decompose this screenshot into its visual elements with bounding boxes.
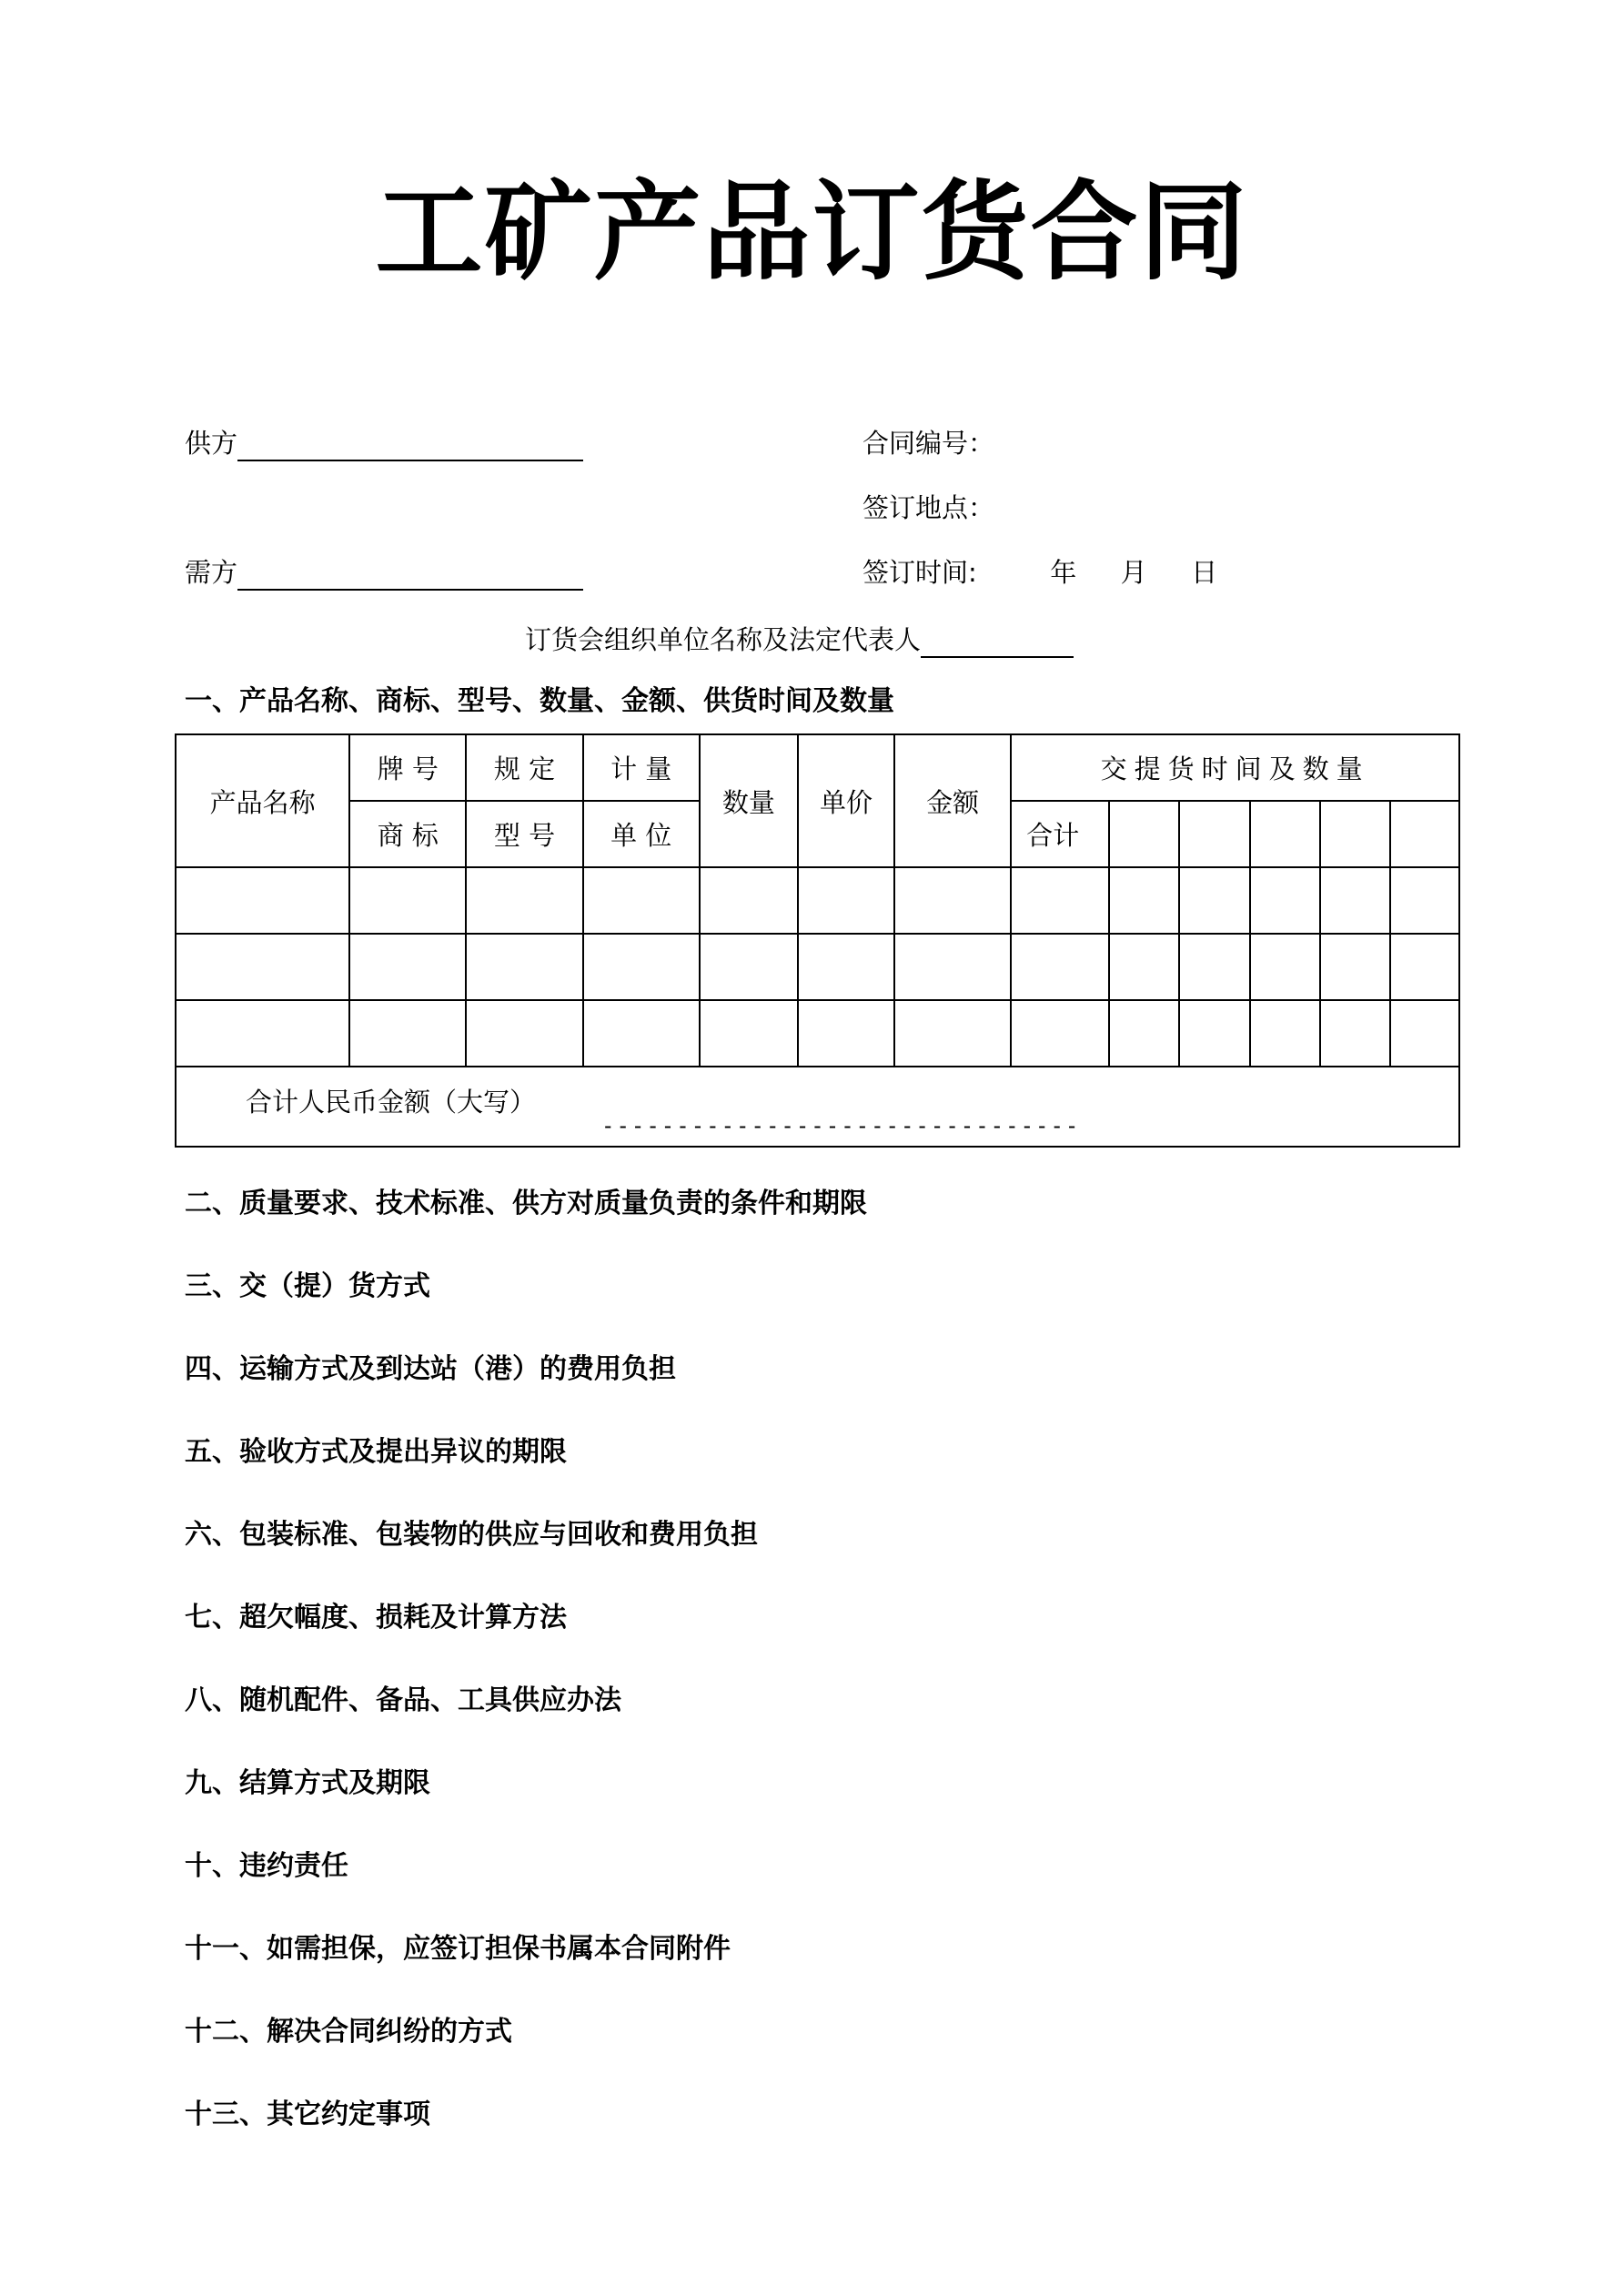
table-cell[interactable] [466, 867, 582, 934]
total-rmb-label: 合计人民币金额（大写） [246, 1087, 537, 1118]
section-heading: 八、随机配件、备品、工具供应办法 [185, 1684, 621, 1716]
section-heading: 十、违约责任 [185, 1850, 348, 1882]
col-amount: 金额 [894, 734, 1011, 867]
table-cell[interactable] [1320, 934, 1390, 1000]
table-row [176, 934, 1459, 1000]
section-heading: 五、验收方式及提出异议的期限 [185, 1436, 567, 1468]
sign-time-row [862, 554, 1217, 591]
section-heading: 三、交（提）货方式 [185, 1270, 430, 1302]
sign-place-row [862, 490, 994, 526]
order-table [175, 733, 1460, 1148]
table-cell[interactable] [1011, 867, 1109, 934]
section-heading: 四、运输方式及到达站（港）的费用负担 [185, 1353, 676, 1385]
table-cell[interactable] [1390, 1000, 1459, 1067]
table-cell[interactable] [894, 867, 1011, 934]
table-cell[interactable] [1011, 934, 1109, 1000]
col-spec-bottom: 型 号 [466, 801, 582, 867]
table-cell[interactable] [349, 934, 466, 1000]
table-row [176, 867, 1459, 934]
supplier-label: 供方 [185, 428, 238, 459]
col-unit-price: 单价 [798, 734, 894, 867]
sign-place-label: 签订地点： [862, 492, 995, 523]
table-cell[interactable] [1250, 867, 1320, 934]
table-cell[interactable] [894, 1000, 1011, 1067]
table-cell[interactable] [583, 1000, 700, 1067]
delivery-slot [1320, 801, 1390, 867]
table-cell[interactable] [176, 1000, 349, 1067]
section-heading: 二、质量要求、技术标准、供方对质量负责的条件和期限 [185, 1188, 867, 1219]
supplier-field[interactable] [237, 432, 583, 461]
organizer-row [525, 622, 1074, 658]
table-cell[interactable] [1011, 1000, 1109, 1067]
table-cell[interactable] [1320, 867, 1390, 934]
table-cell[interactable] [349, 867, 466, 934]
col-total: 合计 [1011, 801, 1109, 867]
table-cell[interactable] [349, 1000, 466, 1067]
table-cell[interactable] [466, 1000, 582, 1067]
section-heading: 十三、其它约定事项 [185, 2099, 430, 2130]
table-cell[interactable] [798, 867, 894, 934]
contract-no-row [862, 425, 994, 461]
table-cell[interactable] [583, 867, 700, 934]
table-cell[interactable] [1250, 934, 1320, 1000]
table-cell[interactable] [798, 1000, 894, 1067]
supplier-row [185, 425, 583, 461]
table-cell[interactable] [1320, 1000, 1390, 1067]
table-header-row [176, 734, 1459, 801]
table-cell[interactable] [466, 934, 582, 1000]
table-cell[interactable] [700, 934, 798, 1000]
month-label: 月 [1120, 557, 1147, 588]
table-cell[interactable] [583, 934, 700, 1000]
col-unit-top: 计 量 [583, 734, 700, 801]
col-brand-bottom: 商 标 [349, 801, 466, 867]
delivery-slot [1390, 801, 1459, 867]
section1-heading: 一、产品名称、商标、型号、数量、金额、供货时间及数量 [185, 685, 894, 717]
col-brand-top: 牌 号 [349, 734, 466, 801]
col-spec-top: 规 定 [466, 734, 582, 801]
col-product-name: 产品名称 [176, 734, 349, 867]
col-delivery-group: 交提货时间及数量 [1011, 734, 1459, 801]
table-cell[interactable] [1109, 934, 1179, 1000]
section-heading: 十二、解决合同纠纷的方式 [185, 2016, 512, 2048]
table-cell[interactable] [700, 1000, 798, 1067]
buyer-row [185, 554, 583, 591]
section-heading: 六、包装标准、包装物的供应与回收和费用负担 [185, 1519, 758, 1551]
delivery-slot [1250, 801, 1320, 867]
table-row [176, 1000, 1459, 1067]
section-heading: 十一、如需担保，应签订担保书属本合同附件 [185, 1933, 731, 1965]
table-cell[interactable] [798, 934, 894, 1000]
page-title: 工矿产品订货合同 [375, 168, 1249, 295]
year-label: 年 [1050, 557, 1077, 588]
buyer-field[interactable] [237, 561, 583, 591]
section-heading: 七、超欠幅度、损耗及计算方法 [185, 1602, 567, 1633]
table-cell[interactable] [1179, 867, 1249, 934]
contract-no-label: 合同编号： [862, 428, 995, 459]
col-unit-bottom: 单 位 [583, 801, 700, 867]
delivery-slot [1109, 801, 1179, 867]
delivery-slot [1179, 801, 1249, 867]
table-cell[interactable] [894, 934, 1011, 1000]
table-cell[interactable] [176, 934, 349, 1000]
table-cell[interactable] [1390, 867, 1459, 934]
table-cell[interactable] [1250, 1000, 1320, 1067]
table-cell[interactable] [176, 867, 349, 934]
day-label: 日 [1191, 557, 1218, 588]
table-cell[interactable] [1179, 1000, 1249, 1067]
table-cell[interactable] [1109, 1000, 1179, 1067]
table-cell[interactable] [1109, 867, 1179, 934]
organizer-label: 订货会组织单位名称及法定代表人 [525, 624, 922, 655]
table-cell[interactable] [1390, 934, 1459, 1000]
section-heading: 九、结算方式及期限 [185, 1767, 430, 1799]
buyer-label: 需方 [185, 557, 238, 588]
col-quantity: 数量 [700, 734, 798, 867]
table-cell[interactable] [700, 867, 798, 934]
table-cell[interactable] [1179, 934, 1249, 1000]
organizer-field[interactable] [921, 629, 1074, 658]
total-amount-dash-line: -------------------------------- [601, 1113, 1081, 1138]
sign-time-label: 签订时间: [862, 557, 977, 588]
